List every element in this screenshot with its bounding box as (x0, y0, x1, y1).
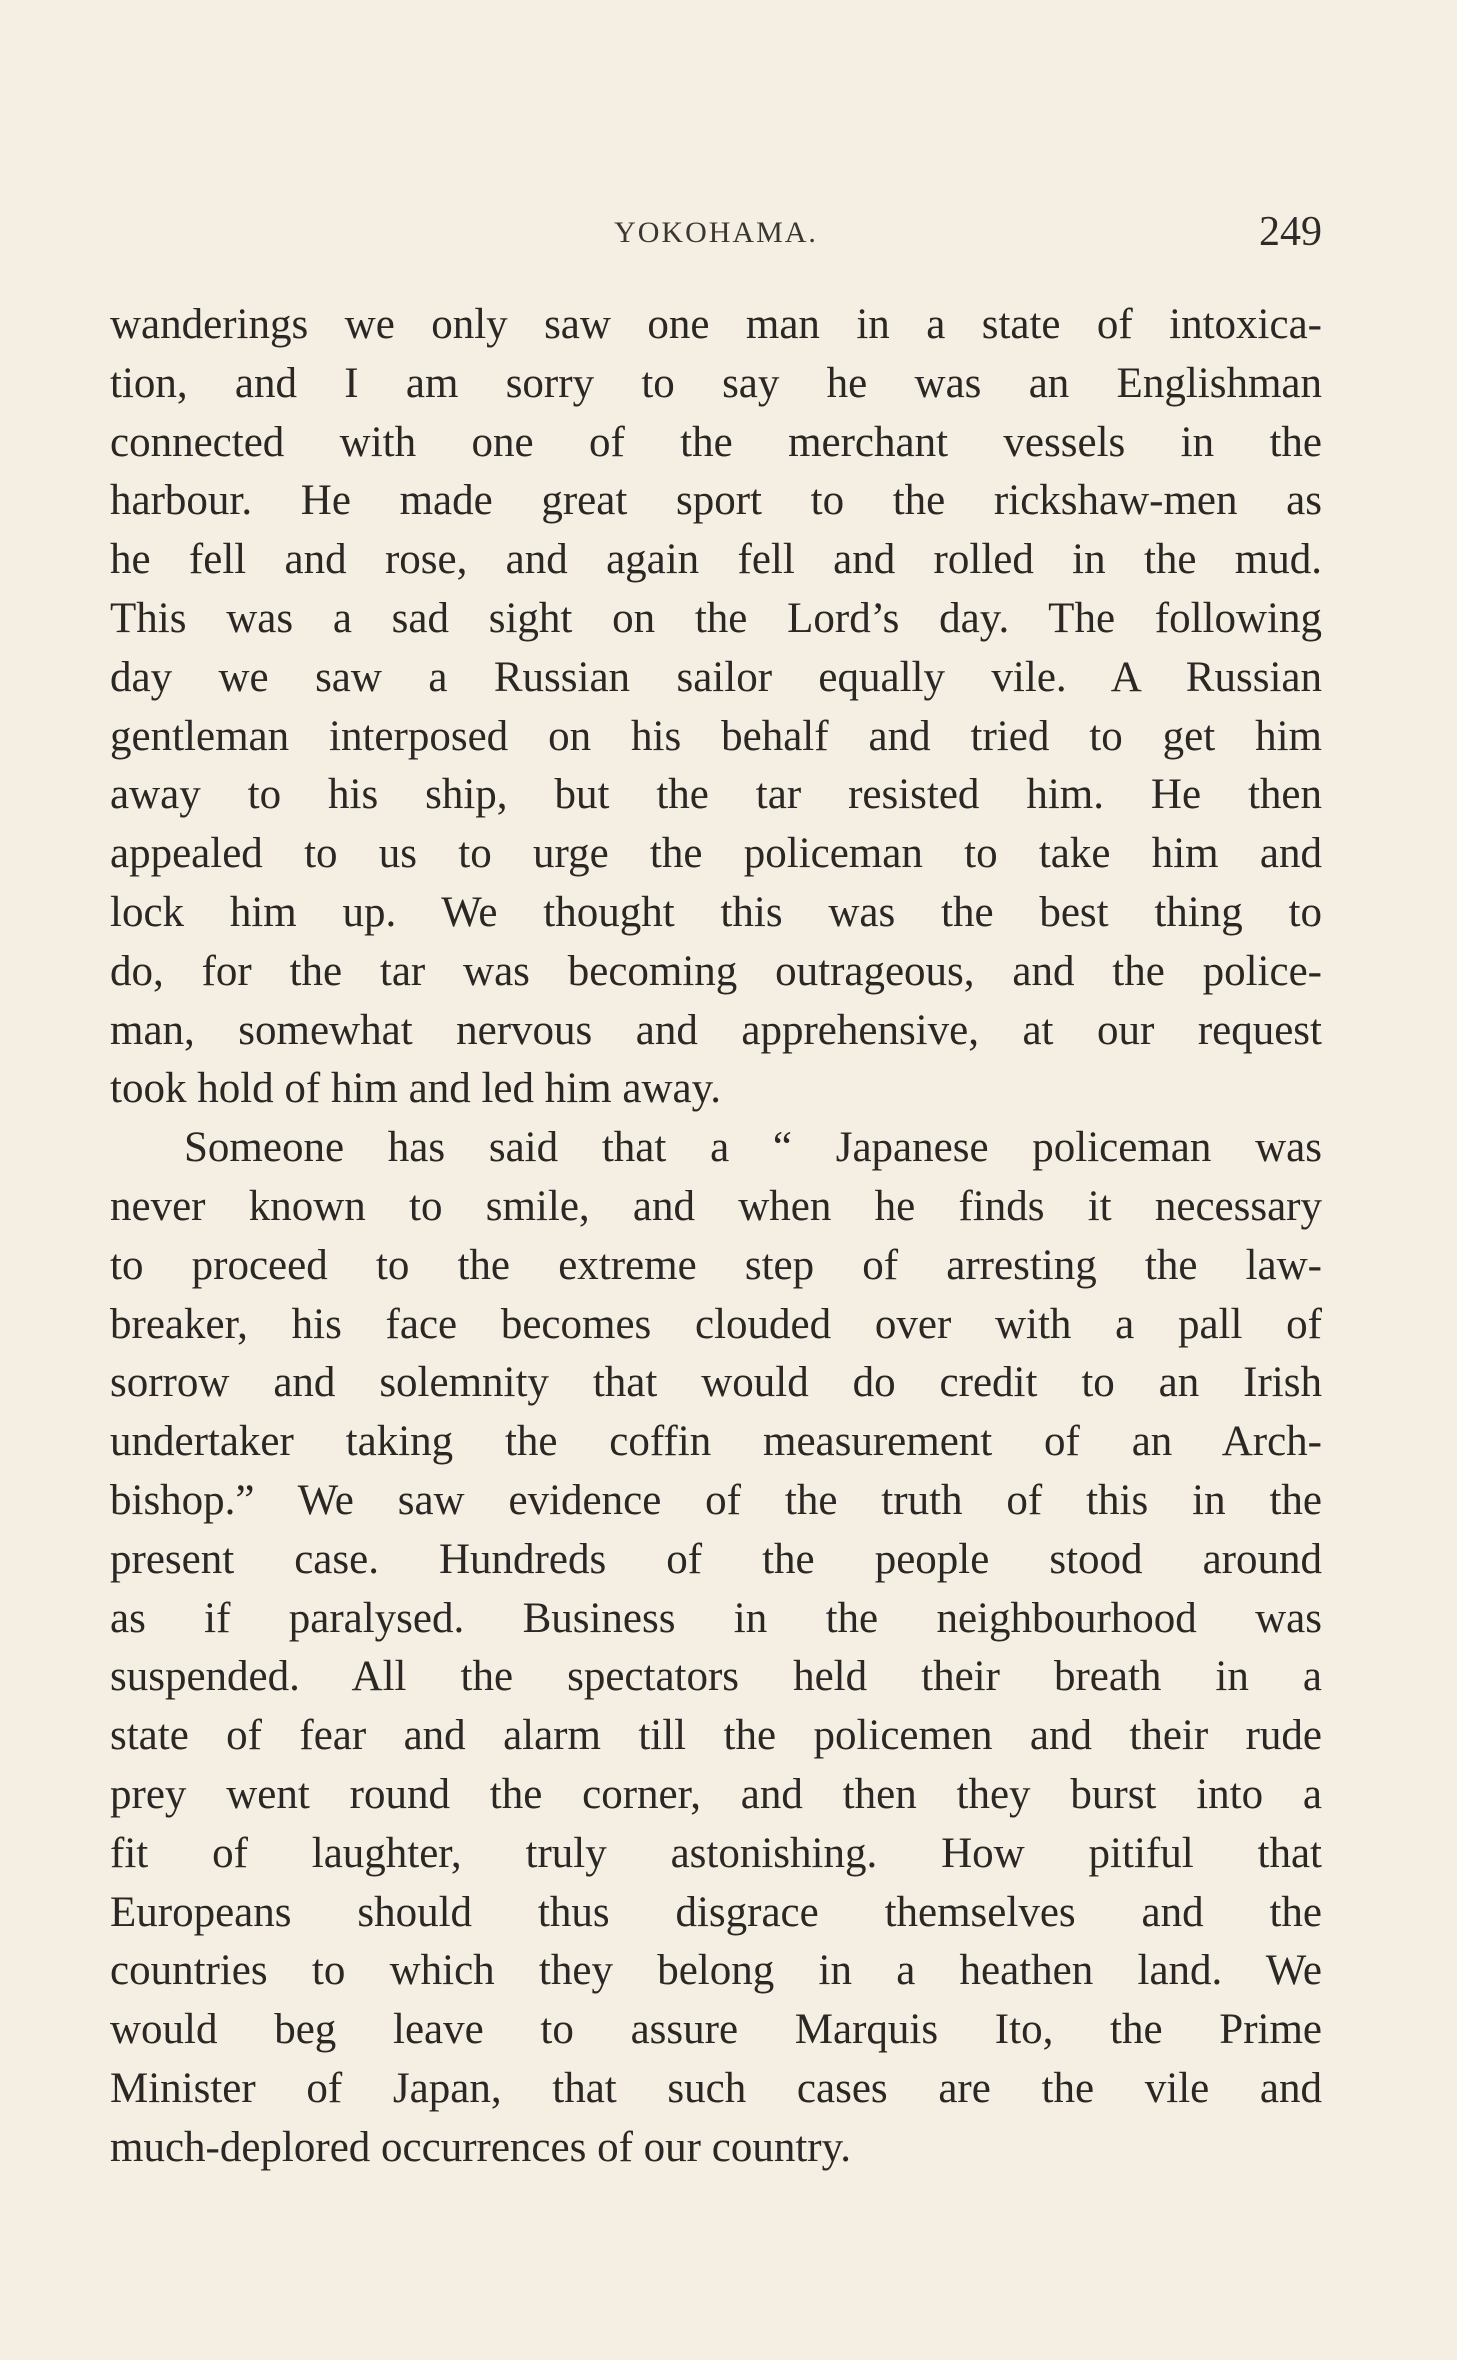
paragraph-2 (110, 1119, 1322, 2177)
text-line: breaker, his face becomes clouded over with a pall of (110, 1300, 1322, 1348)
text-line: as if paralysed. Business in the neighbourhood was (110, 1594, 1322, 1642)
text-line: appealed to us to urge the policeman to take him and (110, 830, 1322, 878)
text-line: connected with one of the merchant vessels in the (110, 418, 1322, 466)
text-line: countries to which they belong in a heathen land. We (110, 1947, 1322, 1995)
text-line: Europeans should thus disgrace themselves and the (110, 1888, 1322, 1936)
text-line: he fell and rose, and again fell and rolled in the mud. (110, 536, 1322, 584)
body-text (110, 296, 1322, 2178)
text-line: day we saw a Russian sailor equally vile. A Russian (110, 653, 1322, 701)
text-line: man, somewhat nervous and apprehensive, at our request (110, 1006, 1322, 1054)
text-line: prey went round the corner, and then they burst into a (110, 1770, 1322, 1818)
text-line: present case. Hundreds of the people stood around (110, 1535, 1322, 1583)
page-number: 249 (1259, 209, 1322, 255)
running-header (110, 208, 1322, 264)
text-line: away to his ship, but the tar resisted him. He then (110, 771, 1322, 819)
text-line: Minister of Japan, that such cases are the vile and (110, 2064, 1322, 2112)
text-line: much-deplored occurrences of our country. (110, 2123, 852, 2171)
text-line: sorrow and solemnity that would do credit to an Irish (110, 1359, 1322, 1407)
text-line: took hold of him and led him away. (110, 1065, 722, 1113)
text-line: fit of laughter, truly astonishing. How pitiful that (110, 1829, 1322, 1877)
text-line: tion, and I am sorry to say he was an Englishman (110, 359, 1322, 407)
text-line: state of fear and alarm till the policemen and their rude (110, 1712, 1322, 1760)
text-line: undertaker taking the coffin measurement of an Arch- (110, 1418, 1322, 1466)
text-line: harbour. He made great sport to the rickshaw-men as (110, 477, 1322, 525)
text-line: Someone has said that a “ Japanese policeman was (184, 1124, 1322, 1172)
paragraph-1 (110, 296, 1322, 1119)
text-line: This was a sad sight on the Lord’s day. The following (110, 594, 1322, 642)
text-line: wanderings we only saw one man in a state of intoxica- (110, 301, 1322, 348)
text-line: gentleman interposed on his behalf and tried to get him (110, 712, 1322, 760)
running-title: YOKOHAMA. (614, 216, 818, 249)
text-line: to proceed to the extreme step of arresting the law- (110, 1241, 1322, 1289)
text-line: never known to smile, and when he finds it necessary (110, 1182, 1322, 1230)
text-line: would beg leave to assure Marquis Ito, the Prime (110, 2006, 1322, 2054)
text-line: do, for the tar was becoming outrageous, and the police- (110, 947, 1322, 995)
text-line: bishop.” We saw evidence of the truth of this in the (110, 1476, 1322, 1524)
text-line: suspended. All the spectators held their breath in a (110, 1653, 1322, 1701)
text-line: lock him up. We thought this was the best thing to (110, 888, 1322, 936)
